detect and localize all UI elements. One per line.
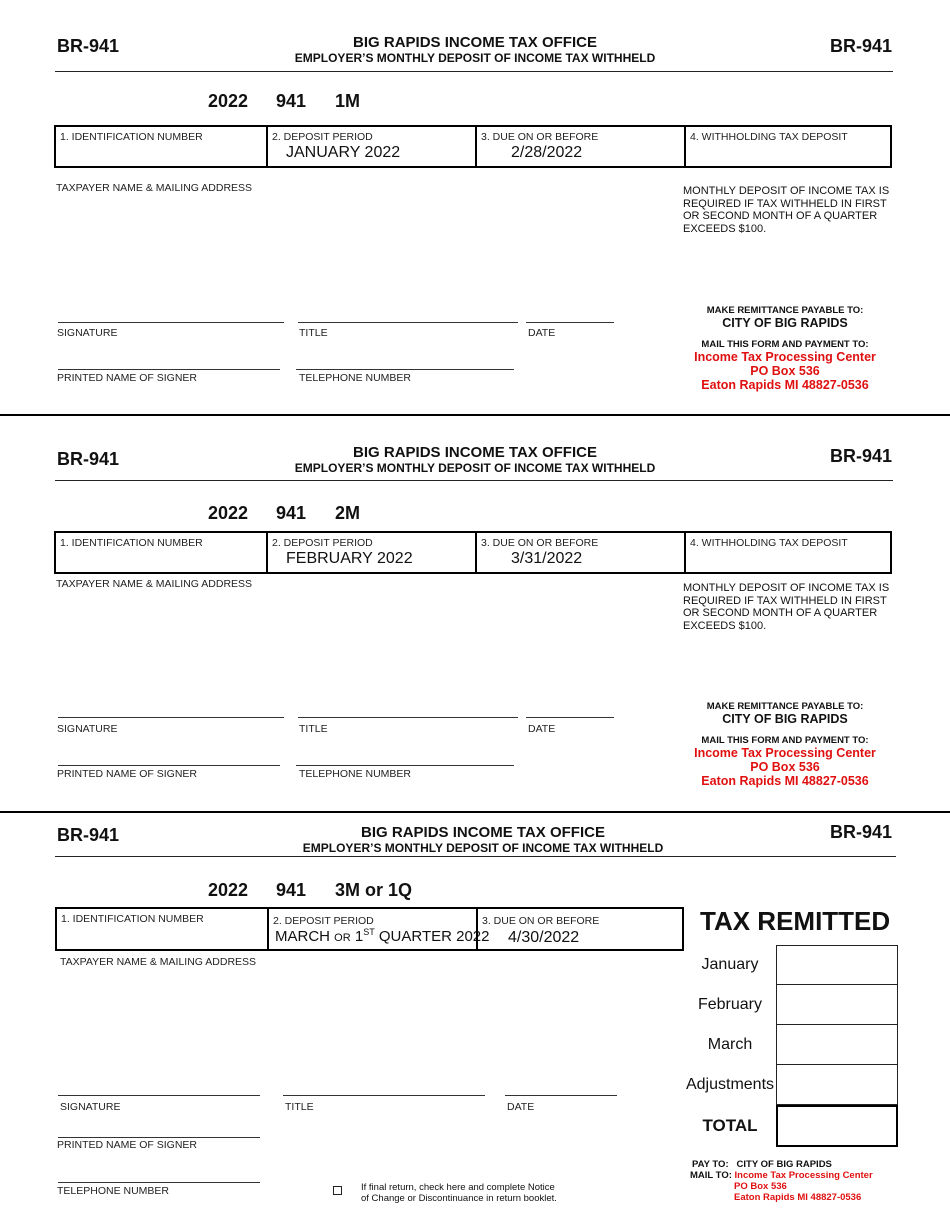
id-number-field[interactable] (56, 533, 266, 572)
signature-line[interactable] (58, 322, 284, 323)
payable-label: MAKE REMITTANCE PAYABLE TO: (706, 305, 864, 316)
form-heading (255, 444, 695, 475)
date-label: DATE (528, 723, 556, 735)
telephone-line[interactable] (296, 765, 514, 766)
pay-to-value: CITY OF BIG RAPIDS (736, 1159, 832, 1170)
final-return-line-2: of Change or Discontinuance in return booklet. (361, 1193, 557, 1204)
date-line[interactable] (526, 322, 614, 323)
signature-label: SIGNATURE (57, 723, 118, 735)
printed-name-label: PRINTED NAME OF SIGNER (57, 372, 198, 384)
footer-remit-block (690, 1159, 873, 1203)
printed-name-line[interactable] (58, 369, 280, 370)
checkbox-icon (333, 1186, 342, 1195)
printed-name-label: PRINTED NAME OF SIGNER (57, 768, 198, 780)
tax-remitted-row (684, 985, 898, 1025)
deposit-period-field (266, 127, 475, 166)
tax-remitted-row (684, 945, 898, 985)
date-label: DATE (528, 327, 556, 339)
deposit-period-label: 2. DEPOSIT PERIOD (273, 915, 374, 927)
remittance-block (680, 701, 890, 788)
deposit-note: MONTHLY DEPOSIT OF INCOME TAX IS REQUIRED IF TAX WITHHELD IN FIRST OR SECOND MONTH OF A QUARTER EXCEEDS $100. (683, 185, 890, 235)
january-amount-field[interactable] (776, 945, 898, 985)
final-return-line-1: If final return, check here and complete Notice (361, 1182, 555, 1193)
due-date-label: 3. DUE ON OR BEFORE (482, 915, 600, 927)
mail-label: MAIL THIS FORM AND PAYMENT TO: (701, 735, 869, 746)
header-rule (55, 71, 893, 72)
id-number-label: 1. IDENTIFICATION NUMBER (61, 913, 204, 925)
tax-remitted-row (684, 1025, 898, 1065)
payee: CITY OF BIG RAPIDS (722, 316, 848, 330)
separator-1 (0, 414, 950, 416)
due-date-label: 3. DUE ON OR BEFORE (481, 537, 599, 549)
signature-label: SIGNATURE (57, 327, 118, 339)
mail-to-address-3: Eaton Rapids MI 48827-0536 (734, 1192, 862, 1203)
tax-remitted-total-row (684, 1105, 898, 1147)
deposit-period-field (267, 909, 490, 949)
date-label: DATE (507, 1101, 535, 1113)
march-amount-field[interactable] (776, 1025, 898, 1065)
payee: CITY OF BIG RAPIDS (722, 712, 848, 726)
taxpayer-label: TAXPAYER NAME & MAILING ADDRESS (56, 182, 253, 194)
period-code: 1M (335, 91, 361, 111)
remittance-block (680, 305, 890, 392)
title-label: TITLE (285, 1101, 314, 1113)
row-label-february: February (697, 996, 763, 1013)
withholding-deposit-field[interactable] (684, 127, 890, 166)
adjustments-amount-field[interactable] (776, 1065, 898, 1105)
form-number: 941 (276, 880, 307, 900)
row-label-adjustments: Adjustments (685, 1076, 775, 1093)
form-heading (255, 34, 695, 65)
id-number-field[interactable] (57, 909, 267, 949)
deposit-period-value (275, 927, 489, 945)
form-title: EMPLOYER’S MONTHLY DEPOSIT OF INCOME TAX WITHHELD (302, 841, 664, 855)
total-amount-field[interactable] (776, 1105, 898, 1147)
period-quarter-sup: ST (363, 927, 375, 937)
final-return-note (361, 1182, 557, 1204)
mail-to-address-1: Income Tax Processing Center (734, 1170, 873, 1181)
title-line[interactable] (298, 717, 518, 718)
date-line[interactable] (505, 1095, 617, 1096)
row-label-march: March (707, 1036, 753, 1053)
taxpayer-label: TAXPAYER NAME & MAILING ADDRESS (56, 578, 253, 590)
due-date-value: 3/31/2022 (511, 550, 583, 567)
form-title: EMPLOYER’S MONTHLY DEPOSIT OF INCOME TAX WITHHELD (294, 461, 656, 475)
period-quarter-num: 1 (354, 928, 364, 945)
date-line[interactable] (526, 717, 614, 718)
form-id-right: BR-941 (829, 36, 892, 56)
deposit-period-label: 2. DEPOSIT PERIOD (272, 537, 373, 549)
office-title: BIG RAPIDS INCOME TAX OFFICE (353, 34, 597, 51)
form-id-left: BR-941 (57, 825, 120, 845)
withholding-deposit-field[interactable] (684, 533, 890, 572)
period-code: 3M or 1Q (335, 880, 413, 900)
printed-name-label: PRINTED NAME OF SIGNER (57, 1139, 198, 1151)
mail-address-3: Eaton Rapids MI 48827-0536 (701, 378, 869, 392)
id-number-label: 1. IDENTIFICATION NUMBER (60, 537, 203, 549)
due-date-field (476, 909, 682, 949)
due-date-value: 4/30/2022 (508, 929, 580, 946)
tax-year: 2022 (208, 503, 249, 523)
february-amount-field[interactable] (776, 985, 898, 1025)
mail-to-address-2: PO Box 536 (734, 1181, 787, 1192)
form-id-left: BR-941 (57, 36, 120, 56)
tax-year: 2022 (208, 880, 249, 900)
mail-address-1: Income Tax Processing Center (694, 746, 876, 760)
title-line[interactable] (283, 1095, 485, 1096)
telephone-line[interactable] (58, 1182, 260, 1183)
mail-to-line (690, 1170, 873, 1181)
printed-name-line[interactable] (58, 1137, 260, 1138)
title-label: TITLE (299, 327, 328, 339)
telephone-line[interactable] (296, 369, 514, 370)
pay-to-label: PAY TO: (692, 1159, 729, 1170)
form-id-right: BR-941 (829, 822, 892, 842)
mail-label: MAIL THIS FORM AND PAYMENT TO: (701, 339, 869, 350)
fields-box (55, 907, 684, 951)
tax-remitted-row (684, 1065, 898, 1105)
form-id-left: BR-941 (57, 449, 120, 469)
period-month: MARCH (275, 928, 330, 945)
id-number-label: 1. IDENTIFICATION NUMBER (60, 131, 203, 143)
form-title: EMPLOYER’S MONTHLY DEPOSIT OF INCOME TAX WITHHELD (294, 51, 656, 65)
signature-label: SIGNATURE (60, 1101, 121, 1113)
withholding-deposit-label: 4. WITHHOLDING TAX DEPOSIT (690, 537, 848, 549)
form-number: 941 (276, 503, 307, 523)
header-rule (55, 480, 893, 481)
tax-remitted-heading: TAX REMITTED (700, 906, 891, 936)
deposit-period-label: 2. DEPOSIT PERIOD (272, 131, 373, 143)
pay-to-line (690, 1159, 873, 1170)
period-or: OR (334, 932, 351, 944)
taxpayer-label: TAXPAYER NAME & MAILING ADDRESS (60, 956, 257, 968)
final-return-checkbox[interactable] (333, 1182, 342, 1200)
office-title: BIG RAPIDS INCOME TAX OFFICE (361, 824, 605, 841)
telephone-label: TELEPHONE NUMBER (57, 1185, 170, 1197)
form-heading (263, 824, 703, 855)
mail-address-2: PO Box 536 (750, 364, 820, 378)
signature-line[interactable] (58, 1095, 260, 1096)
row-label-january: January (701, 956, 759, 973)
header-rule (55, 856, 896, 857)
due-date-value: 2/28/2022 (511, 144, 583, 161)
printed-name-line[interactable] (58, 765, 280, 766)
office-title: BIG RAPIDS INCOME TAX OFFICE (353, 444, 597, 461)
period-code: 2M (335, 503, 361, 523)
due-date-field (475, 533, 684, 572)
deposit-period-value: FEBRUARY 2022 (286, 550, 413, 567)
row-label-total: TOTAL (702, 1116, 758, 1135)
telephone-label: TELEPHONE NUMBER (299, 372, 412, 384)
fields-box (54, 125, 892, 168)
withholding-deposit-label: 4. WITHHOLDING TAX DEPOSIT (690, 131, 848, 143)
form-id-right: BR-941 (829, 446, 892, 466)
deposit-period-value: JANUARY 2022 (286, 144, 401, 161)
separator-2 (0, 811, 950, 813)
mail-address-1: Income Tax Processing Center (694, 350, 876, 364)
payable-label: MAKE REMITTANCE PAYABLE TO: (706, 701, 864, 712)
mail-to-label: MAIL TO: (690, 1170, 732, 1181)
deposit-period-field (266, 533, 475, 572)
due-date-field (475, 127, 684, 166)
mail-address-2: PO Box 536 (750, 760, 820, 774)
mail-address-3: Eaton Rapids MI 48827-0536 (701, 774, 869, 788)
tax-remitted-table (684, 945, 898, 1147)
deposit-note: MONTHLY DEPOSIT OF INCOME TAX IS REQUIRED IF TAX WITHHELD IN FIRST OR SECOND MONTH OF A QUARTER EXCEEDS $100. (683, 582, 890, 632)
signature-line[interactable] (58, 717, 284, 718)
title-line[interactable] (298, 322, 518, 323)
fields-box (54, 531, 892, 574)
period-quarter-rest: QUARTER 2022 (378, 928, 490, 945)
due-date-label: 3. DUE ON OR BEFORE (481, 131, 599, 143)
tax-year: 2022 (208, 91, 249, 111)
title-label: TITLE (299, 723, 328, 735)
form-number: 941 (276, 91, 307, 111)
telephone-label: TELEPHONE NUMBER (299, 768, 412, 780)
id-number-field[interactable] (56, 127, 266, 166)
